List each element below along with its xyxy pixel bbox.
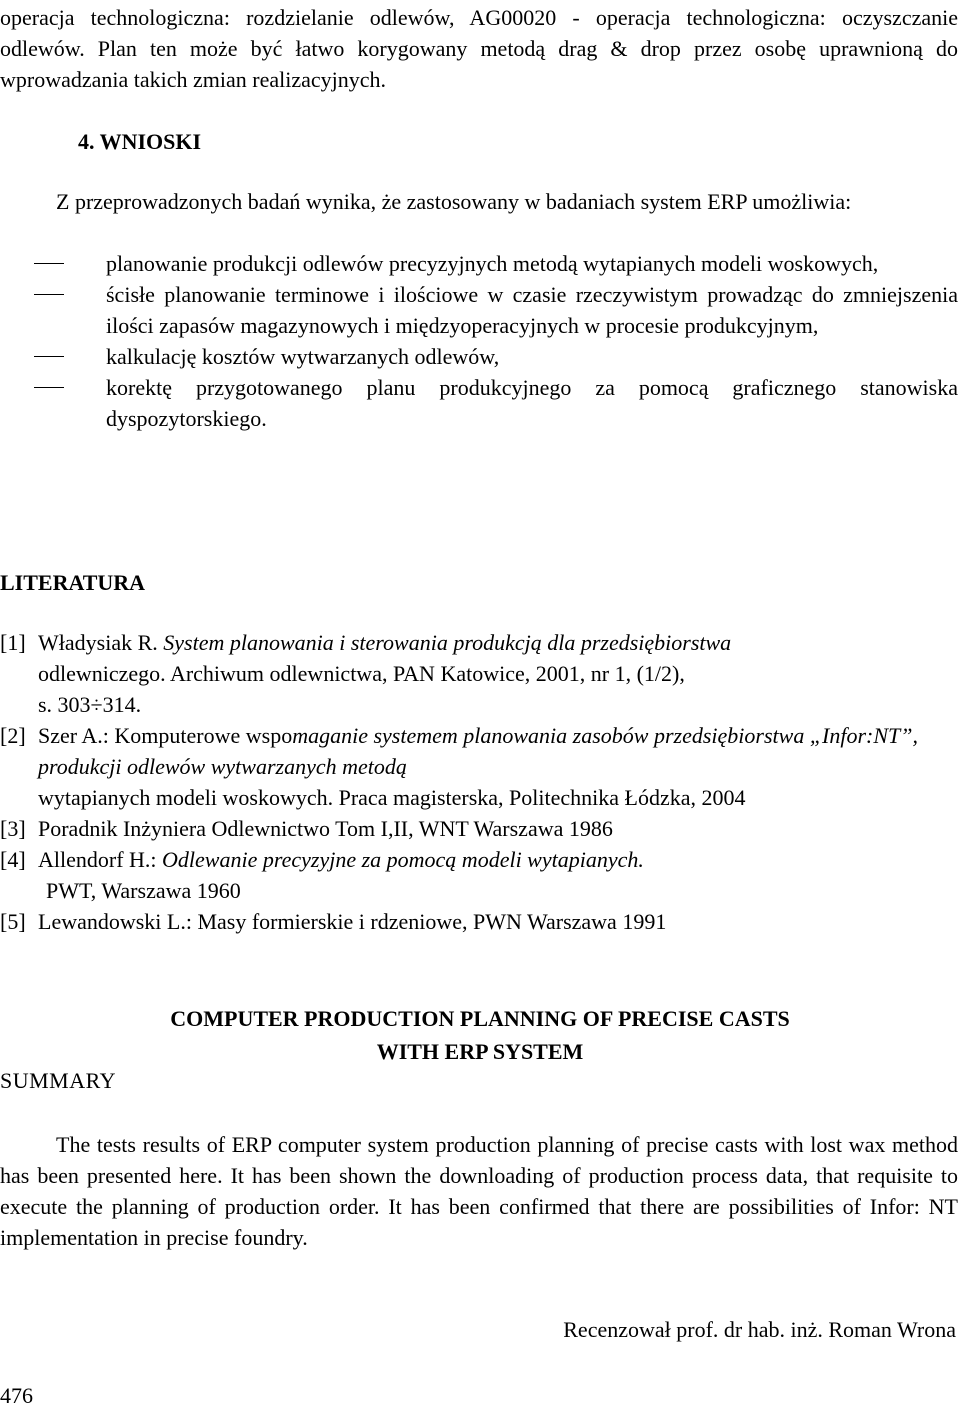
summary-paragraph — [0, 1129, 958, 1253]
list-item-text: ścisłe planowanie terminowe i ilościowe w czasie rzeczywistym prowadząc do zmniejszenia ilości zapasów magazynowych i międzyoperacyjnych w procesie produkcyjnym, — [106, 282, 958, 338]
reference-number: [5] — [0, 909, 26, 934]
reference-list — [0, 627, 960, 937]
reference-title: Odlewanie precyzyjne za pomocą modeli wytapianych. — [162, 847, 644, 872]
list-item — [0, 372, 958, 434]
reference-item — [0, 844, 960, 906]
reference-number: [1] — [0, 630, 26, 655]
reference-text: Poradnik Inżyniera Odlewnictwo Tom I,II, WNT Warszawa 1986 — [38, 816, 613, 841]
reference-pages: s. 303÷314. — [38, 692, 142, 717]
dash-bullet-icon — [34, 294, 64, 295]
section-heading-literature: LITERATURA — [0, 570, 146, 595]
reference-number: [3] — [0, 816, 26, 841]
list-item — [0, 341, 958, 372]
reference-details: wytapianych modeli woskowych. Praca magisterska, Politechnika Łódzka, 2004 — [38, 785, 746, 810]
reference-item — [0, 906, 960, 937]
reference-item — [0, 813, 960, 844]
section-heading-conclusions: 4. WNIOSKI — [78, 129, 202, 154]
list-item-text: kalkulację kosztów wytwarzanych odlewów, — [106, 344, 500, 369]
reference-author: Władysiak R. — [38, 630, 158, 655]
dash-bullet-icon — [34, 387, 64, 388]
reference-number: [2] — [0, 723, 26, 748]
reference-item — [0, 720, 960, 813]
reference-item — [0, 627, 960, 720]
dash-bullet-icon — [34, 356, 64, 357]
reference-title: maganie systemem planowania zasobów przedsiębiorstwa „Infor:NT”, produkcji odlewów wytwarzanych metodą — [38, 723, 919, 779]
list-item — [0, 248, 958, 279]
list-item — [0, 279, 958, 341]
reviewer-note: Recenzował prof. dr hab. inż. Roman Wrona — [563, 1317, 956, 1342]
conclusions-lead-text: Z przeprowadzonych badań wynika, że zastosowany w badaniach system ERP umożliwia: — [56, 189, 852, 214]
reference-text: Lewandowski L.: Masy formierskie i rdzeniowe, PWN Warszawa 1991 — [38, 909, 667, 934]
reference-title-start: Komputerowe wspo — [114, 723, 293, 748]
summary-heading: SUMMARY — [0, 1068, 116, 1093]
dash-bullet-icon — [34, 263, 64, 264]
conclusions-lead — [0, 186, 958, 217]
english-title-line-1: COMPUTER PRODUCTION PLANNING OF PRECISE CASTS — [170, 1006, 790, 1031]
reference-author: Szer A.: — [38, 723, 109, 748]
conclusions-list — [0, 248, 958, 434]
reference-title: System planowania i sterowania produkcją dla przedsiębiorstwa — [163, 630, 732, 655]
reference-details: PWT, Warszawa 1960 — [46, 878, 241, 903]
english-title-line-2: WITH ERP SYSTEM — [376, 1039, 584, 1064]
reference-number: [4] — [0, 847, 26, 872]
page-number: 476 — [0, 1383, 33, 1408]
list-item-text: korektę przygotowanego planu produkcyjnego za pomocą graficznego stanowiska dyspozytorskiego. — [106, 375, 958, 431]
reference-details: odlewniczego. Archiwum odlewnictwa, PAN Katowice, 2001, nr 1, (1/2), — [38, 661, 685, 686]
reference-author: Allendorf H.: — [38, 847, 157, 872]
intro-paragraph: operacja technologiczna: rozdzielanie odlewów, AG00020 - operacja technologiczna: oczyszczanie odlewów. Plan ten może być łatwo korygowany metodą drag & drop przez osobę uprawnioną do wprowadzania takich zmian realizacyjnych. — [0, 5, 958, 92]
list-item-text: planowanie produkcji odlewów precyzyjnych metodą wytapianych modeli woskowych, — [106, 251, 879, 276]
summary-text: The tests results of ERP computer system production planning of precise casts with lost wax method has been presented here. It has been shown the downloading of production process data, that requisite to execute the planning of production order. It has been confirmed that there are possibilities of Infor: NT implementation in precise foundry. — [0, 1132, 958, 1250]
